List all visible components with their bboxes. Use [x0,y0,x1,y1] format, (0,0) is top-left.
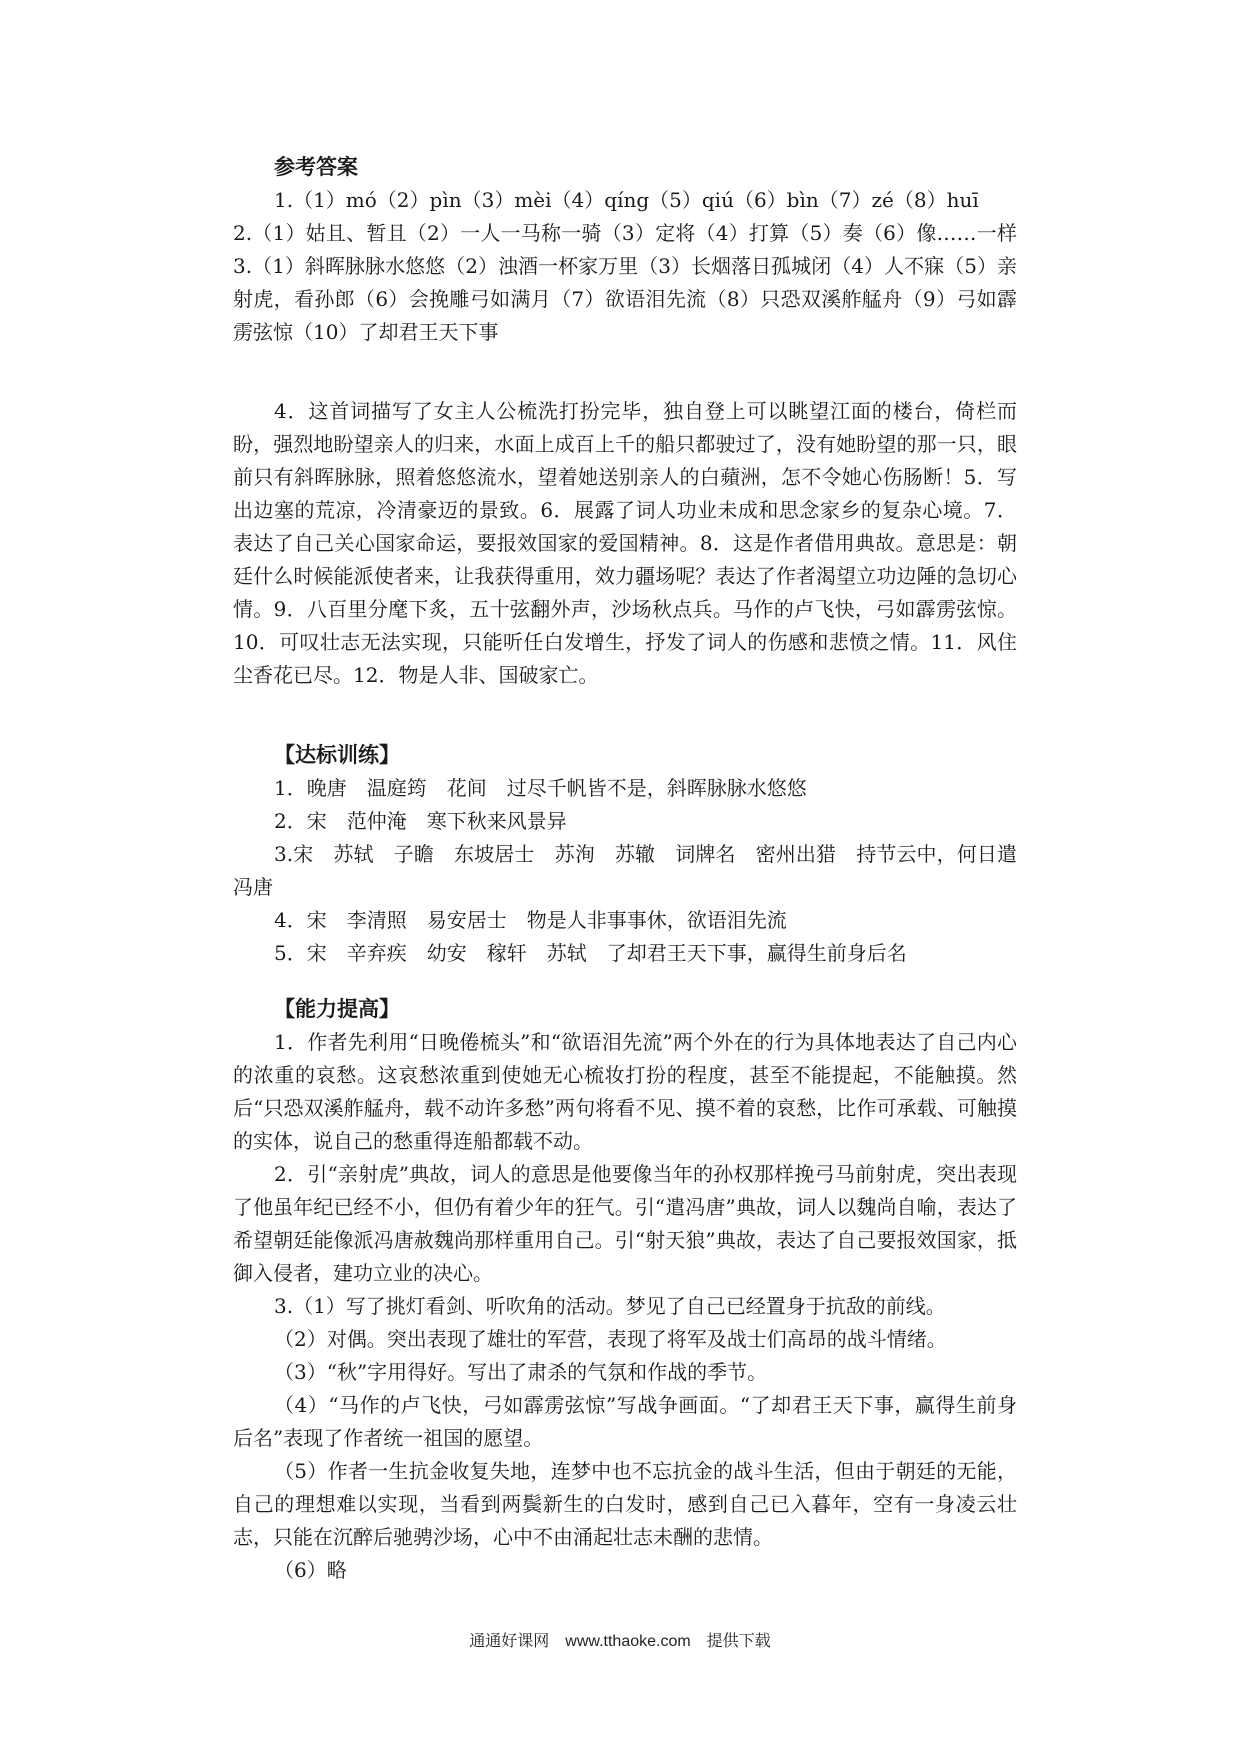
section-title-answers: 参考答案 [274,154,358,179]
ability-subitem: （4）“马作的卢飞快，弓如霹雳弦惊”写战争画面。“了却君王天下事，赢得生前身后名”表现了作者统一祖国的愿望。 [233,1393,1017,1450]
ability-subitem: （5）作者一生抗金收复失地，连梦中也不忘抗金的战斗生活，但由于朝廷的无能，自己的理想难以实现，当看到两鬓新生的白发时，感到自己已入暮年，空有一身凌云壮志，只能在沉醉后驰骋沙场，心中不由涌起壮志未酬的悲情。 [233,1459,1017,1549]
ability-subitem: （3）“秋”字用得好。写出了肃杀的气氛和作战的季节。 [274,1360,768,1384]
section-title-standard-training: 【达标训练】 [274,742,400,767]
answer-paragraph-3: 4．这首词描写了女主人公梳洗打扮完毕，独自登上可以眺望江面的楼台，倚栏而盼，强烈地盼望亲人的归来，水面上成百上千的船只都驶过了，没有她盼望的那一只，眼前只有斜晖脉脉，照着悠悠流水，望着她送别亲人的白蘋洲，怎不令她心伤肠断！5．写出边塞的荒凉，冷清豪迈的景致。6．展露了词人功业未成和思念家乡的复杂心境。7．表达了自己关心国家命运，要报效国家的爱国精神。8．这是作者借用典故。意思是：朝廷什么时候能派使者来，让我获得重用，效力疆场呢？表达了作者渴望立功边陲的急切心情。9．八百里分麾下炙，五十弦翻外声，沙场秋点兵。马作的卢飞快，弓如霹雳弦惊。10．可叹壮志无法实现，只能听任白发增生，抒发了词人的伤感和悲愤之情。11．风住尘香花已尽。12．物是人非、国破家亡。 [233,399,1017,687]
ability-paragraph-1: 1．作者先利用“日晚倦梳头”和“欲语泪先流”两个外在的行为具体地表达了自己内心的浓重的哀愁。这哀愁浓重到使她无心梳妆打扮的程度，甚至不能提起，不能触摸。然后“只恐双溪舴艋舟，载不动许多愁”两句将看不见、摸不着的哀愁，比作可承载、可触摸的实体，说自己的愁重得连船都载不动。 [233,1030,1017,1153]
answer-line-1: 1.（1）mó（2）pìn（3）mèi（4）qíng（5）qiú（6）bìn（7）zé（8）huī [274,188,979,212]
ability-paragraph-3: 3.（1）写了挑灯看剑、听吹角的活动。梦见了自己已经置身于抗敌的前线。 [274,1294,946,1318]
section-title-ability-improvement: 【能力提高】 [274,996,400,1021]
training-item: 1．晚唐 温庭筠 花间 过尽千帆皆不是，斜晖脉脉水悠悠 [274,776,807,800]
ability-paragraph-2: 2．引“亲射虎”典故，词人的意思是他要像当年的孙权那样挽弓马前射虎，突出表现了他虽年纪已经不小，但仍有着少年的狂气。引“遣冯唐”典故，词人以魏尚自喻，表达了希望朝廷能像派冯唐赦魏尚那样重用自己。引“射天狼”典故，表达了自己要报效国家，抵御入侵者，建功立业的决心。 [233,1162,1017,1285]
training-item: 4．宋 李清照 易安居士 物是人非事事休，欲语泪先流 [274,908,787,932]
training-item: 2．宋 范仲淹 寒下秋来风景异 [274,809,567,833]
ability-subitem: （2）对偶。突出表现了雄壮的军营，表现了将军及战士们高昂的战斗情绪。 [274,1327,947,1351]
document-content [233,150,1017,1587]
training-item: 5．宋 辛弃疾 幼安 稼轩 苏轼 了却君王天下事，赢得生前身后名 [274,941,907,965]
page-footer: 通通好课网 www.tthaoke.com 提供下载 [469,1633,771,1650]
ability-subitem: （6）略 [274,1558,347,1582]
training-item: 3.宋 苏轼 子瞻 东坡居士 苏洵 苏辙 词牌名 密州出猎 持节云中，何日遣冯唐 [233,842,1017,899]
answer-paragraph-2: 2.（1）姑且、暂且（2）一人一马称一骑（3）定将（4）打算（5）奏（6）像……一样 3.（1）斜晖脉脉水悠悠（2）浊酒一杯家万里（3）长烟落日孤城闭（4）人不寐（5）亲射虎，看孙郎（6）会挽雕弓如满月（7）欲语泪先流（8）只恐双溪舴艋舟（9）弓如霹雳弦惊（10）了却君王天下事 [233,221,1017,344]
